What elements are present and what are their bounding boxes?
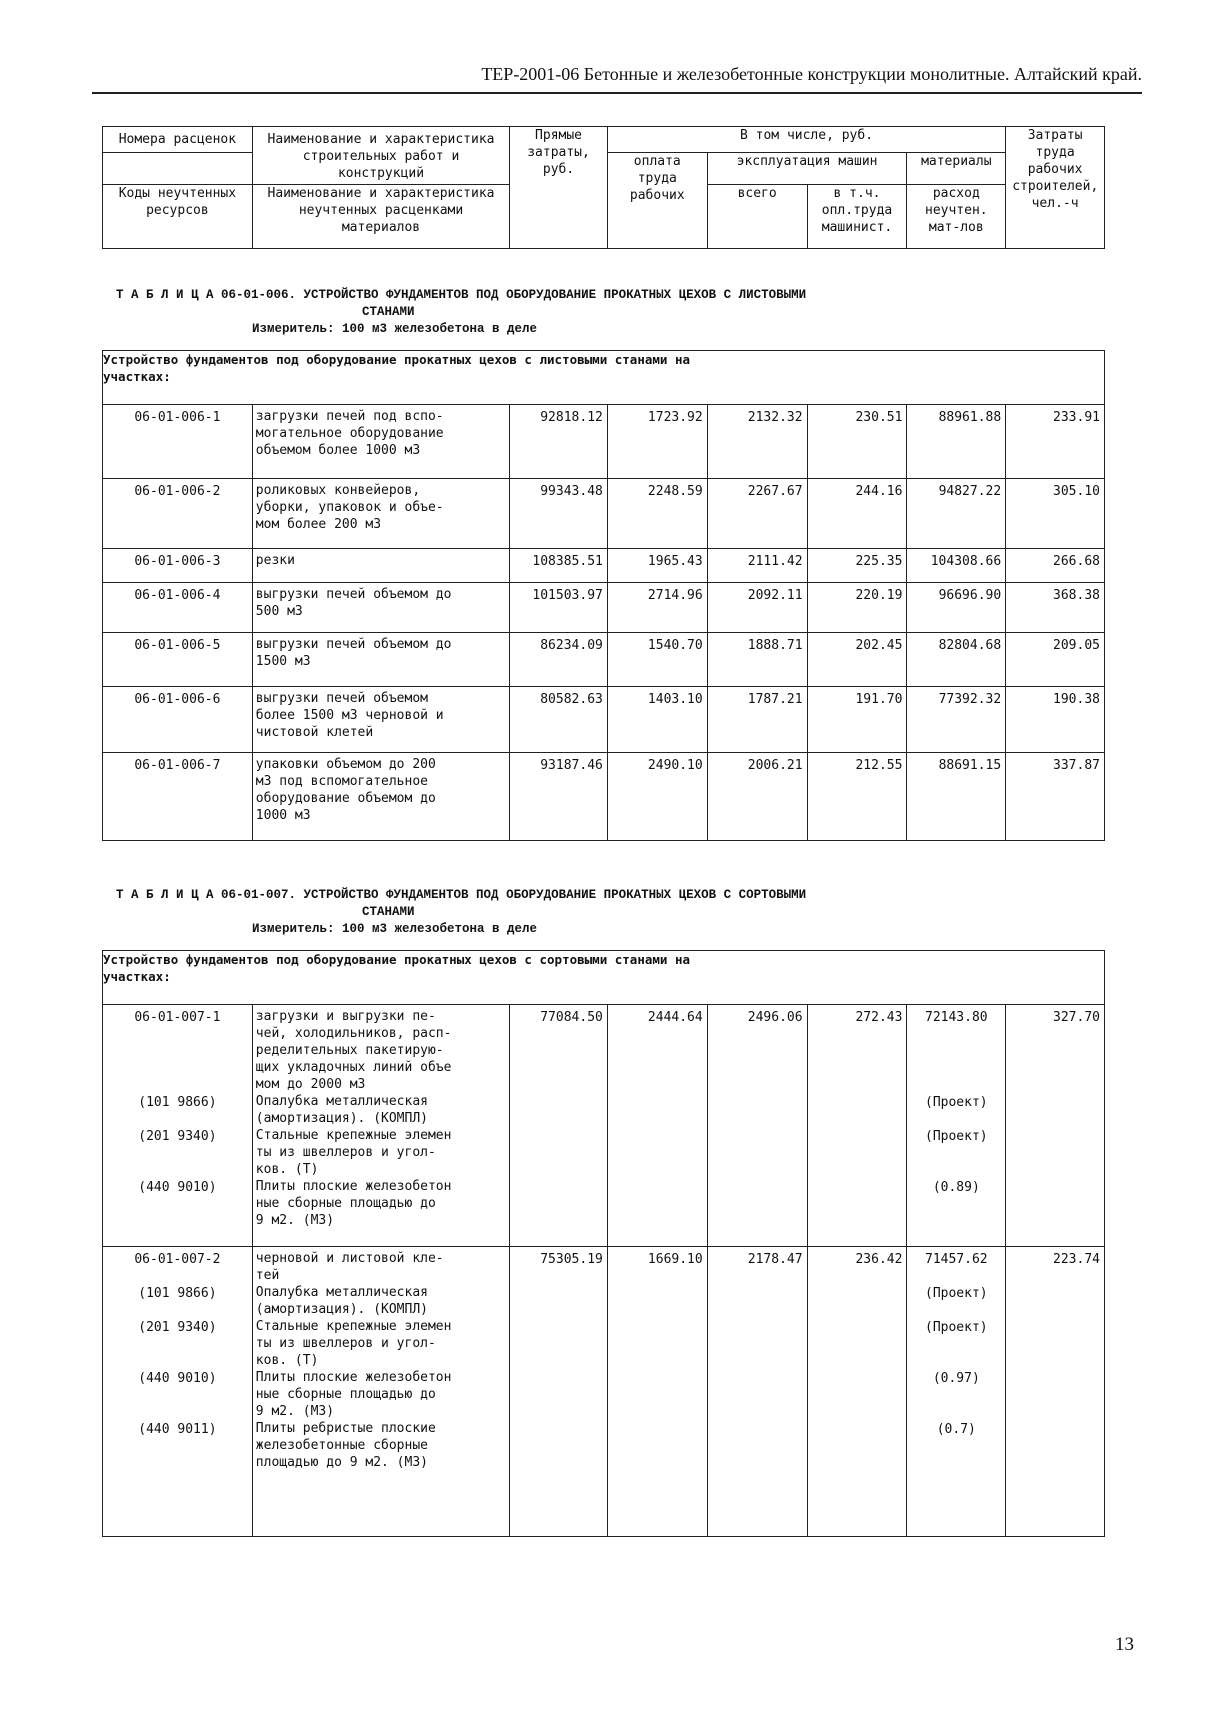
resource-name-line: ков. (Т) [255, 1353, 319, 1368]
header-machine-total: всего [707, 185, 807, 249]
resource-code: (201 9340) [138, 1320, 217, 1335]
value-cell-direct [510, 1005, 608, 1247]
header-direct-costs: Прямые затраты, руб. [510, 127, 608, 249]
value-cell-mach_pay [807, 479, 907, 549]
rate-code-cell [103, 405, 253, 479]
value-cell-pay [607, 405, 707, 479]
work-name-line: чистовой клетей [255, 725, 374, 740]
value-mat: 104308.66 [930, 554, 1002, 569]
work-name-line: оборудование объемом до [255, 791, 436, 806]
value-cell-labor [1006, 753, 1105, 841]
spacer [103, 1268, 252, 1285]
value-cell-direct [510, 405, 608, 479]
page-header [92, 62, 1142, 94]
value-cell-direct [510, 633, 608, 687]
work-name [253, 633, 509, 672]
value-cell-labor [1006, 583, 1105, 633]
value-mach_pay: 202.45 [855, 638, 903, 653]
header-machine-operation: эксплуатация машин [707, 153, 907, 185]
rate-code-cell [103, 1247, 253, 1537]
rate-code: 06-01-006-6 [134, 692, 221, 707]
value-cell-mach_pay [807, 633, 907, 687]
work-name [253, 753, 509, 826]
code-stack [103, 1005, 252, 1230]
resource-name-line: ты из швеллеров и угол- [255, 1336, 436, 1351]
work-name-line: объемом более 1000 м3 [255, 443, 421, 458]
spacer [907, 1162, 1005, 1179]
spacer [907, 1336, 1005, 1353]
value-cell-mach [707, 687, 807, 753]
rate-code-cell [103, 1005, 253, 1247]
value-cell-mach_pay [807, 687, 907, 753]
rate-code: 06-01-007-1 [134, 1010, 221, 1025]
value-mach: 1888.71 [747, 638, 803, 653]
value-cell-labor [1006, 1247, 1105, 1537]
spacer [907, 1077, 1005, 1094]
work-name-cell [252, 479, 509, 549]
value-mach_pay: 225.35 [855, 554, 903, 569]
header-including: В том числе, руб. [607, 127, 1005, 153]
rate-code-cell [103, 753, 253, 841]
value-mach_pay: 244.16 [855, 484, 903, 499]
spacer [907, 1060, 1005, 1077]
value-cell-pay [607, 549, 707, 583]
value-mach: 2178.47 [747, 1252, 803, 1267]
table-row [103, 753, 1105, 841]
value-pay: 1669.10 [647, 1252, 703, 1267]
value-cell-mat [907, 405, 1006, 479]
header-uncounted-materials: расход неучтен. мат-лов [907, 185, 1006, 249]
header-labor-costs: Затраты труда рабочих строителей, чел.-ч [1006, 127, 1105, 249]
resource-name-line: Плиты ребристые плоские [255, 1421, 436, 1436]
value-cell-mach [707, 753, 807, 841]
value-mat: 88961.88 [938, 410, 1002, 425]
table-006-section-title: Устройство фундаментов под оборудование прокатных цехов с листовыми станами на участках: [103, 351, 1105, 405]
value-labor: 266.68 [1053, 554, 1100, 569]
value-pay: 2490.10 [647, 758, 703, 773]
value-cell-direct [510, 549, 608, 583]
value-cell-mach_pay [807, 583, 907, 633]
work-name-line: чей, холодильников, расп- [255, 1026, 452, 1041]
value-cell-mach [707, 633, 807, 687]
code-stack [103, 1247, 252, 1472]
resource-qty: (0.7) [936, 1422, 976, 1437]
spacer [103, 1162, 252, 1179]
table-006-caption [116, 287, 806, 338]
work-name-line: уборки, упаковок и объе- [255, 500, 444, 515]
resource-name-line: ты из швеллеров и угол- [255, 1145, 436, 1160]
spacer [907, 1302, 1005, 1319]
value-mat: 96696.90 [938, 588, 1002, 603]
value-mach: 1787.21 [747, 692, 803, 707]
value-labor: 190.38 [1053, 692, 1100, 707]
value-pay: 1965.43 [647, 554, 703, 569]
value-direct: 80582.63 [540, 692, 603, 707]
value-direct: 108385.51 [532, 554, 603, 569]
table-007-caption [116, 887, 806, 938]
value-cell-labor [1006, 549, 1105, 583]
resource-code: (440 9010) [138, 1371, 217, 1386]
spacer [103, 1336, 252, 1353]
value-mat: 71457.62 [925, 1252, 988, 1267]
value-pay: 1723.92 [647, 410, 703, 425]
resource-name-line: (амортизация). (КОМПЛ) [255, 1111, 428, 1126]
value-labor: 305.10 [1053, 484, 1100, 499]
value-mach_pay: 191.70 [855, 692, 903, 707]
rate-code-cell [103, 687, 253, 753]
value-cell-mat [907, 1005, 1006, 1247]
spacer [103, 1145, 252, 1162]
resource-qty: (Проект) [925, 1286, 988, 1301]
work-name-cell [252, 687, 509, 753]
spacer [907, 1145, 1005, 1162]
value-cell-mach [707, 479, 807, 549]
resource-name-line: площадью до 9 м2. (М3) [255, 1455, 428, 1470]
value-cell-labor [1006, 687, 1105, 753]
spacer [103, 1196, 252, 1213]
resource-code: (101 9866) [138, 1286, 217, 1301]
spacer [103, 1353, 252, 1370]
work-name [253, 687, 509, 743]
value-mach: 2111.42 [747, 554, 803, 569]
value-mach_pay: 220.19 [855, 588, 903, 603]
resource-qty: (Проект) [925, 1095, 988, 1110]
table-007-title-cont: СТАНАМИ [362, 905, 415, 919]
value-pay: 1540.70 [647, 638, 703, 653]
resource-code: (201 9340) [138, 1129, 217, 1144]
value-direct: 92818.12 [540, 410, 603, 425]
work-name-cell [252, 753, 509, 841]
value-labor: 368.38 [1053, 588, 1100, 603]
value-mat: 82804.68 [938, 638, 1002, 653]
value-labor: 327.70 [1053, 1010, 1100, 1025]
spacer [103, 1404, 252, 1421]
spacer [103, 1043, 252, 1060]
value-cell-mach_pay [807, 405, 907, 479]
spacer [103, 1060, 252, 1077]
spacer [907, 1455, 1005, 1472]
value-cell-mach_pay [807, 1005, 907, 1247]
value-mach: 2092.11 [747, 588, 803, 603]
value-direct: 77084.50 [540, 1010, 603, 1025]
work-name-line: выгрузки печей объемом до [255, 637, 452, 652]
resource-qty: (0.89) [932, 1180, 980, 1195]
rate-code: 06-01-006-7 [134, 758, 221, 773]
value-labor: 223.74 [1053, 1252, 1100, 1267]
spacer [103, 1438, 252, 1455]
resource-name-line: железобетонные сборные [255, 1438, 428, 1453]
value-cell-mach [707, 583, 807, 633]
table-006-title: Т А Б Л И Ц А 06-01-006. УСТРОЙСТВО ФУНДАМЕНТОВ ПОД ОБОРУДОВАНИЕ ПРОКАТНЫХ ЦЕХОВ С ЛИСТОВЫМИ [116, 288, 807, 302]
resource-name-line: Плиты плоские железобетон [255, 1370, 452, 1385]
work-name-line: мом до 2000 м3 [255, 1077, 366, 1092]
work-name-line: 1500 м3 [255, 654, 311, 669]
work-name-line: роликовых конвейеров, [255, 483, 421, 498]
rate-code-cell [103, 479, 253, 549]
spacer [907, 1268, 1005, 1285]
spacer [103, 1213, 252, 1230]
value-cell-mat [907, 583, 1006, 633]
value-cell-mat [907, 479, 1006, 549]
value-cell-labor [1006, 479, 1105, 549]
value-cell-mach_pay [807, 1247, 907, 1537]
value-cell-pay [607, 687, 707, 753]
rate-code-cell [103, 549, 253, 583]
work-name-line: 1000 м3 [255, 808, 311, 823]
work-name-line: тей [255, 1268, 280, 1283]
resource-code: (440 9011) [138, 1422, 217, 1437]
value-cell-pay [607, 1005, 707, 1247]
header-materials: материалы [907, 153, 1006, 185]
value-labor: 209.05 [1053, 638, 1100, 653]
work-name-line: 500 м3 [255, 604, 303, 619]
value-cell-pay [607, 583, 707, 633]
work-name-cell [252, 633, 509, 687]
resource-name-line: 9 м2. (М3) [255, 1213, 335, 1228]
value-cell-mach [707, 405, 807, 479]
value-cell-pay [607, 633, 707, 687]
value-mach: 2006.21 [747, 758, 803, 773]
column-header-table [102, 126, 1105, 249]
header-resource-names: Наименование и характеристика неучтенных расценками материалов [252, 185, 509, 249]
header-rate-numbers: Номера расценок [103, 127, 253, 153]
value-mach_pay: 212.55 [855, 758, 903, 773]
spacer [103, 1302, 252, 1319]
work-name-line: выгрузки печей объемом до [255, 587, 452, 602]
value-direct: 99343.48 [540, 484, 603, 499]
work-name [253, 405, 509, 461]
value-pay: 2248.59 [647, 484, 703, 499]
spacer [907, 1213, 1005, 1230]
table-row [103, 687, 1105, 753]
value-labor: 233.91 [1053, 410, 1100, 425]
value-cell-labor [1006, 633, 1105, 687]
resource-qty: (Проект) [925, 1129, 988, 1144]
work-name-cell [252, 549, 509, 583]
value-cell-mach [707, 1005, 807, 1247]
material-stack [907, 1005, 1005, 1230]
value-pay: 1403.10 [647, 692, 703, 707]
spacer [907, 1387, 1005, 1404]
table-006-unit: Измеритель: 100 м3 железобетона в деле [252, 322, 538, 336]
spacer [907, 1043, 1005, 1060]
resource-name-line: 9 м2. (М3) [255, 1404, 335, 1419]
work-name-line: ределительных пакетирую- [255, 1043, 444, 1058]
value-cell-pay [607, 753, 707, 841]
value-cell-mach [707, 549, 807, 583]
table-006-title-cont: СТАНАМИ [362, 305, 415, 319]
value-cell-pay [607, 1247, 707, 1537]
work-name [253, 1247, 509, 1473]
value-cell-mat [907, 687, 1006, 753]
spacer [103, 1387, 252, 1404]
resource-name-line: ные сборные площадью до [255, 1196, 436, 1211]
table-006 [102, 350, 1105, 841]
work-name-line: черновой и листовой кле- [255, 1251, 444, 1266]
resource-name-line: Опалубка металлическая [255, 1094, 428, 1109]
resource-name-line: Плиты плоские железобетон [255, 1179, 452, 1194]
value-mat: 77392.32 [938, 692, 1002, 707]
work-name-line: м3 под вспомогательное [255, 774, 428, 789]
value-cell-mat [907, 753, 1006, 841]
value-cell-mach_pay [807, 753, 907, 841]
value-mach_pay: 272.43 [855, 1010, 903, 1025]
value-mat: 88691.15 [938, 758, 1002, 773]
value-mach: 2267.67 [747, 484, 803, 499]
rate-code: 06-01-006-1 [134, 410, 221, 425]
work-name-cell [252, 1247, 509, 1537]
value-cell-direct [510, 1247, 608, 1537]
spacer [907, 1353, 1005, 1370]
header-worker-pay: оплата труда рабочих [607, 153, 707, 249]
resource-qty: (Проект) [925, 1320, 988, 1335]
table-007-section-title: Устройство фундаментов под оборудование прокатных цехов с сортовыми станами на участках: [103, 951, 1105, 1005]
work-name [253, 479, 509, 535]
header-work-name: Наименование и характеристика строительных работ и конструкций [252, 127, 509, 185]
value-mat: 94827.22 [938, 484, 1002, 499]
table-row [103, 1247, 1105, 1537]
resource-code: (440 9010) [138, 1180, 217, 1195]
value-pay: 2444.64 [647, 1010, 703, 1025]
work-name-line: щих укладочных линий объе [255, 1060, 452, 1075]
value-mach: 2132.32 [747, 410, 803, 425]
page-number: 13 [1115, 1634, 1134, 1655]
value-labor: 337.87 [1053, 758, 1100, 773]
spacer [907, 1438, 1005, 1455]
value-cell-mach [707, 1247, 807, 1537]
value-direct: 86234.09 [540, 638, 603, 653]
work-name-cell [252, 405, 509, 479]
value-cell-direct [510, 583, 608, 633]
spacer [907, 1026, 1005, 1043]
value-direct: 101503.97 [532, 588, 603, 603]
table-row [103, 479, 1105, 549]
rate-code-cell [103, 633, 253, 687]
header-resource-codes: Коды неучтенных ресурсов [103, 185, 253, 249]
resource-code: (101 9866) [138, 1095, 217, 1110]
spacer [103, 1455, 252, 1472]
work-name-line: мом более 200 м3 [255, 517, 382, 532]
table-007 [102, 950, 1105, 1537]
resource-name-line: Стальные крепежные элемен [255, 1128, 452, 1143]
work-name-line: загрузки и выгрузки пе- [255, 1009, 436, 1024]
rate-code: 06-01-006-3 [134, 554, 221, 569]
resource-name-line: (амортизация). (КОМПЛ) [255, 1302, 428, 1317]
work-name-cell [252, 1005, 509, 1247]
work-name-line: выгрузки печей объемом [255, 691, 428, 706]
table-row [103, 405, 1105, 479]
value-cell-pay [607, 479, 707, 549]
work-name [253, 549, 509, 571]
table-row [103, 633, 1105, 687]
work-name-line: упаковки объемом до 200 [255, 757, 436, 772]
work-name-line: более 1500 м3 черновой и [255, 708, 444, 723]
value-direct: 93187.46 [540, 758, 603, 773]
work-name-cell [252, 583, 509, 633]
spacer [907, 1111, 1005, 1128]
value-mach_pay: 236.42 [855, 1252, 903, 1267]
value-cell-direct [510, 479, 608, 549]
value-pay: 2714.96 [647, 588, 703, 603]
header-rate-numbers-spacer [103, 153, 253, 185]
spacer [907, 1196, 1005, 1213]
rate-code: 06-01-006-2 [134, 484, 221, 499]
value-cell-mach_pay [807, 549, 907, 583]
value-direct: 75305.19 [540, 1252, 603, 1267]
value-cell-direct [510, 753, 608, 841]
rate-code: 06-01-007-2 [134, 1252, 221, 1267]
table-row [103, 583, 1105, 633]
spacer [907, 1404, 1005, 1421]
table-007-unit: Измеритель: 100 м3 железобетона в деле [252, 922, 538, 936]
work-name-line: загрузки печей под вспо- [255, 409, 444, 424]
work-name-line: могательное оборудование [255, 426, 444, 441]
header-operator-pay: в т.ч. опл.труда машинист. [807, 185, 907, 249]
value-mach_pay: 230.51 [855, 410, 903, 425]
spacer [103, 1077, 252, 1094]
table-row [103, 1005, 1105, 1247]
resource-name-line: Стальные крепежные элемен [255, 1319, 452, 1334]
material-stack [907, 1247, 1005, 1472]
rate-code: 06-01-006-4 [134, 588, 221, 603]
resource-name-line: ные сборные площадью до [255, 1387, 436, 1402]
page-title: ТЕР-2001-06 Бетонные и железобетонные конструкции монолитные. Алтайский край. [481, 64, 1142, 84]
spacer [103, 1111, 252, 1128]
rate-code-cell [103, 583, 253, 633]
work-name-line: резки [255, 553, 295, 568]
resource-qty: (0.97) [932, 1371, 980, 1386]
value-mat: 72143.80 [925, 1010, 988, 1025]
value-cell-mat [907, 633, 1006, 687]
value-cell-labor [1006, 405, 1105, 479]
rate-code: 06-01-006-5 [134, 638, 221, 653]
value-cell-labor [1006, 1005, 1105, 1247]
table-007-title: Т А Б Л И Ц А 06-01-007. УСТРОЙСТВО ФУНДАМЕНТОВ ПОД ОБОРУДОВАНИЕ ПРОКАТНЫХ ЦЕХОВ С СОРТОВЫМИ [116, 888, 807, 902]
value-mach: 2496.06 [747, 1010, 803, 1025]
spacer [103, 1026, 252, 1043]
value-cell-mat [907, 1247, 1006, 1537]
value-cell-mat [907, 549, 1006, 583]
value-cell-direct [510, 687, 608, 753]
work-name [253, 1005, 509, 1231]
table-row [103, 549, 1105, 583]
resource-name-line: Опалубка металлическая [255, 1285, 428, 1300]
resource-name-line: ков. (Т) [255, 1162, 319, 1177]
work-name [253, 583, 509, 622]
